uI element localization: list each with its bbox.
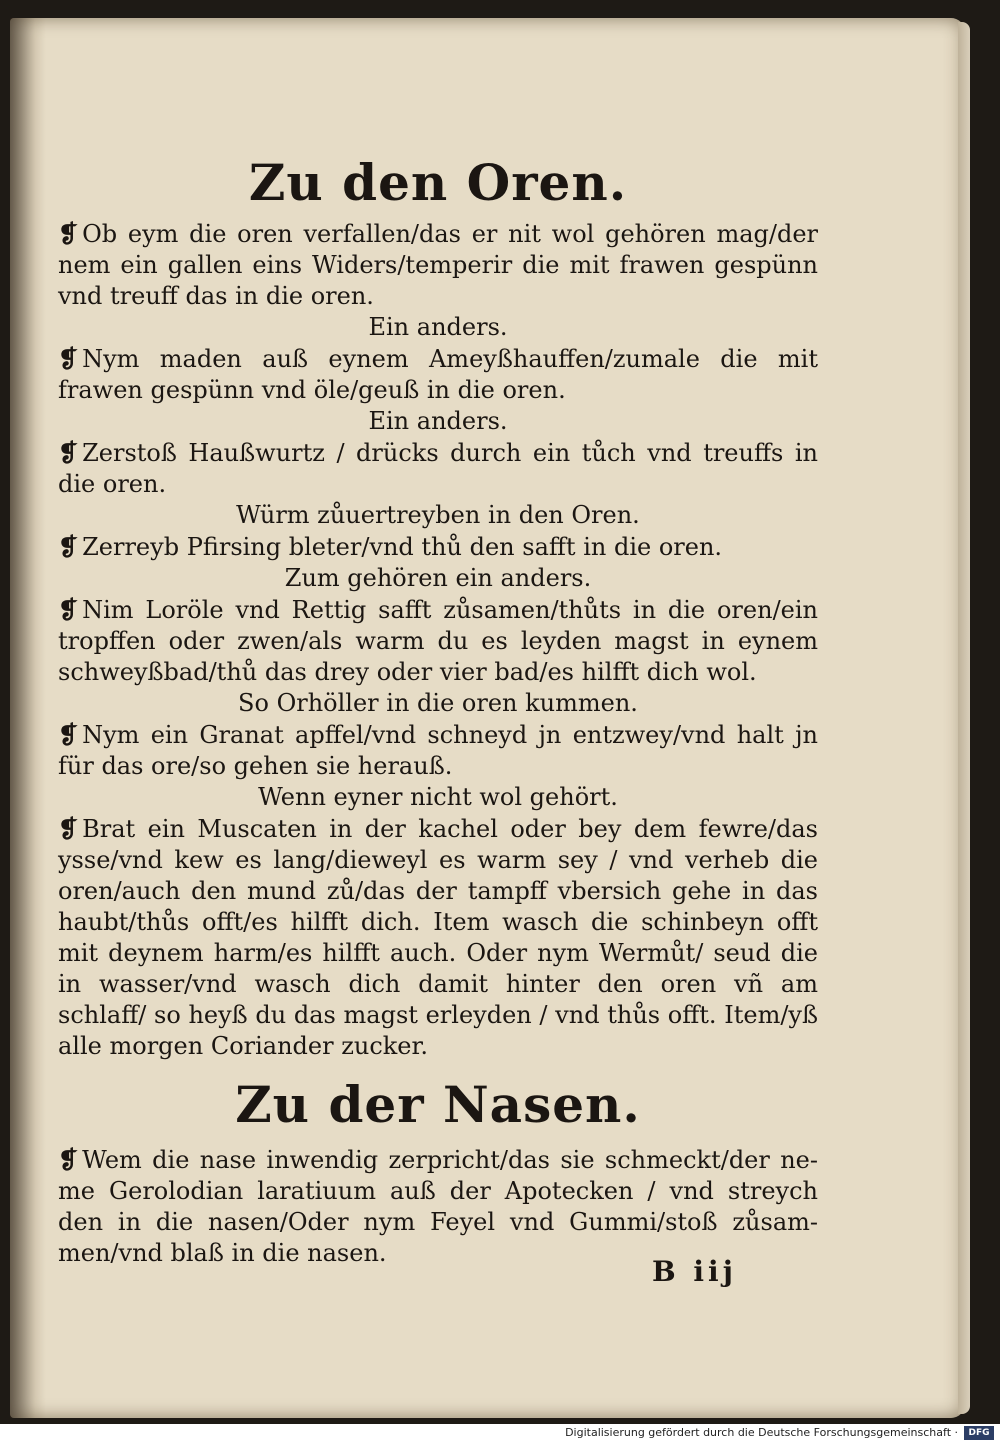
paragraph-text: Wem die nase inwendig zerpricht/das sie schmeckt/der ne- me Gerolodian laratiuum auß der Apotecken / vnd streych den in die nasen/Oder nym Feyel vnd Gummi/stoß zůsam- men/vnd blaß in die nasen. [58, 1146, 818, 1267]
subheading [58, 782, 818, 813]
paragraph [58, 719, 818, 782]
pilcrow-icon: ❡ [58, 595, 79, 624]
subheading [58, 406, 818, 437]
paragraph-text: Zerreyb Pfirsing bleter/vnd thů den safft in die oren. [82, 533, 723, 561]
pilcrow-icon: ❡ [58, 720, 79, 749]
heading-nose: Zu der Nasen. [235, 1075, 641, 1134]
subheading [58, 563, 818, 594]
paragraph [58, 813, 818, 1062]
paragraph-text: Ein anders. [368, 407, 508, 435]
paragraph-text: Ein anders. [368, 313, 508, 341]
paragraph [58, 594, 818, 688]
pilcrow-icon: ❡ [58, 532, 79, 561]
pilcrow-icon: ❡ [58, 438, 79, 467]
dfg-logo: DFG [964, 1426, 994, 1440]
pilcrow-icon: ❡ [58, 344, 79, 373]
pilcrow-icon: ❡ [58, 1145, 79, 1174]
paragraph [58, 437, 818, 500]
paragraph-text: Brat ein Muscaten in der kachel oder bey dem fewre/das ysse/vnd kew es lang/dieweyl es warm sey / vnd verheb die oren/auch den mund zů/das der tampff vbersich gehe in das haubt/thůs offt/es hilfft dich. Item wasch die schinbeyn offt mit deynem harm/es hilfft auch. Oder nym Wermůt/ seud die in wasser/vnd wasch dich damit hinter den oren vñ am schlaff/ so heyß du das magst erleyden / vnd thůs offt. Item/yß alle morgen Coriander zucker. [58, 815, 818, 1060]
footer-bar [0, 1424, 1000, 1444]
paragraph-text: Ob eym die oren verfallen/das er nit wol gehören mag/der nem ein gallen eins Widers/temperir die mit frawen gespünn vnd treuff das in die oren. [58, 220, 818, 310]
paragraph-text: Würm zůuertreyben in den Oren. [236, 501, 640, 529]
paragraph [58, 343, 818, 406]
subheading [58, 500, 818, 531]
paragraph-text: Zum gehören ein anders. [284, 564, 592, 592]
paragraph-text: Wenn eyner nicht wol gehört. [258, 783, 618, 811]
paragraph-text: So Orhöller in die oren kummen. [238, 689, 638, 717]
paragraph [58, 531, 818, 563]
page-edge [958, 22, 970, 1414]
paragraph [58, 218, 818, 312]
section-nose [58, 1144, 818, 1269]
paragraph-text: Zerstoß Haußwurtz / drücks durch ein tůch vnd treuffs in die oren. [58, 439, 818, 498]
subheading [58, 688, 818, 719]
section-ears [58, 218, 818, 1062]
paragraph-text: Nym maden auß eynem Ameyßhauffen/zumale die mit frawen gespünn vnd öle/geuß in die oren. [58, 345, 818, 404]
pilcrow-icon: ❡ [58, 219, 79, 248]
signature-mark: B iij [652, 1255, 737, 1288]
pilcrow-icon: ❡ [58, 814, 79, 843]
paragraph-text: Nim Loröle vnd Rettig safft zůsamen/thůts in die oren/ein tropffen oder zwen/als warm du es leyden magst in eynem schweyßbad/thů das drey oder vier bad/es hilfft dich wol. [58, 596, 818, 686]
heading-ears: Zu den Oren. [248, 153, 628, 212]
page-text [58, 140, 818, 1269]
footer-credit: Digitalisierung gefördert durch die Deutsche Forschungsgemeinschaft · [565, 1426, 958, 1439]
paragraph [58, 1144, 818, 1269]
paragraph-text: Nym ein Granat apffel/vnd schneyd jn entzwey/vnd halt jn für das ore/so gehen sie herauß. [58, 721, 818, 780]
subheading [58, 312, 818, 343]
